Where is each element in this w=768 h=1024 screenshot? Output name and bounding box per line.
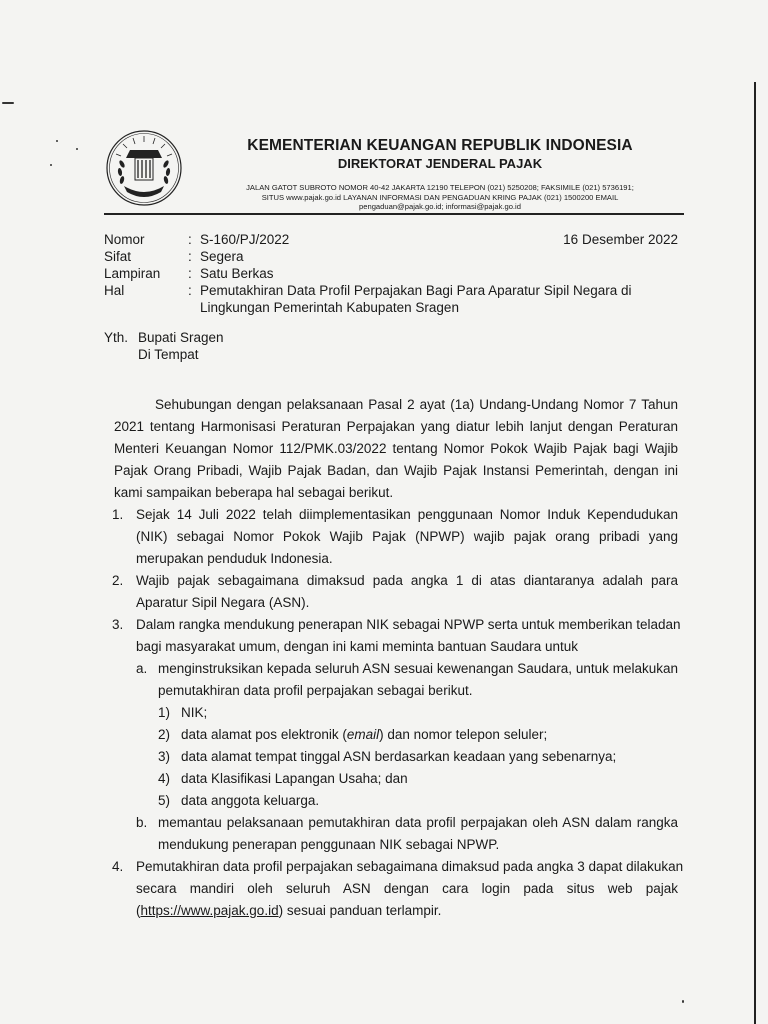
list-item-line: Pemutakhiran data profil perpajakan sebagaimana dimaksud pada angka 3 dapat dilakukan [136, 859, 684, 874]
list-item-line: secara mandiri oleh seluruh ASN dengan cara login pada situs web pajak [136, 881, 678, 896]
sub-item-line: mendukung penerapan penggunaan NIK sebagai NPWP. [158, 837, 500, 852]
list-item-line: merupakan penduduk Indonesia. [136, 551, 333, 566]
meta-colon: : [188, 249, 192, 264]
list-number: 1. [112, 507, 124, 522]
scan-speck [682, 1000, 684, 1003]
list-item-line: Sejak 14 Juli 2022 telah diimplementasikan penggunaan Nomor Induk Kependudukan [136, 507, 678, 522]
meta-label: Nomor [104, 232, 145, 247]
list-item-line [136, 903, 441, 918]
list-item-line: Aparatur Sipil Negara (ASN). [136, 595, 310, 610]
scan-speck [76, 148, 78, 150]
text-segment: data alamat pos elektronik ( [181, 727, 347, 742]
intro-line: Pajak Orang Pribadi, Wajib Pajak Badan, dan Wajib Pajak Instansi Pemerintah, dengan ini [114, 463, 678, 478]
meta-label: Sifat [104, 249, 132, 264]
addressee-yth: Yth. [104, 330, 129, 345]
meta-label: Hal [104, 283, 125, 298]
text-segment: ) dan nomor telepon seluler; [379, 727, 548, 742]
addressee-name: Bupati Sragen [138, 330, 224, 345]
sub-sub-number: 3) [158, 749, 171, 764]
text-segment: ) sesuai panduan terlampir. [278, 903, 442, 918]
meta-colon: : [188, 266, 192, 281]
meta-value: Lingkungan Pemerintah Kabupaten Sragen [200, 300, 459, 315]
intro-line: kami sampaikan beberapa hal sebagai berikut. [114, 485, 394, 500]
address-line: JALAN GATOT SUBROTO NOMOR 40-42 JAKARTA 12190 TELEPON (021) 5250208; FAKSIMILE (021) 5736191; [246, 183, 634, 192]
sub-sub-number: 5) [158, 793, 171, 808]
meta-value: S-160/PJ/2022 [200, 232, 290, 247]
sub-letter: a. [136, 661, 148, 676]
meta-value: Pemutakhiran Data Profil Perpajakan Bagi Para Aparatur Sipil Negara di [200, 283, 632, 298]
text-segment: ( [136, 903, 141, 918]
scan-speck [50, 164, 52, 166]
ministry-name: KEMENTERIAN KEUANGAN REPUBLIK INDONESIA [247, 137, 633, 154]
meta-label: Lampiran [104, 266, 161, 281]
address-line: pengaduan@pajak.go.id; informasi@pajak.go.id [359, 202, 521, 211]
intro-line: 2021 tentang Harmonisasi Peraturan Perpajakan yang diatur lebih lanjut dengan Peraturan [114, 419, 678, 434]
list-number: 4. [112, 859, 124, 874]
letter-date: 16 Desember 2022 [563, 232, 678, 247]
meta-colon: : [188, 232, 192, 247]
list-item-line: (NIK) sebagai Nomor Pokok Wajib Pajak (NPWP) wajib pajak orang pribadi yang [136, 529, 678, 544]
sub-item-line: memantau pelaksanaan pemutakhiran data profil perpajakan oleh ASN dalam rangka [158, 815, 678, 830]
sub-sub-item: data anggota keluarga. [181, 793, 320, 808]
office-address [160, 183, 720, 212]
intro-line: Menteri Keuangan Nomor 112/PMK.03/2022 tentang Nomor Pokok Wajib Pajak bagi Wajib [114, 441, 678, 456]
meta-value: Satu Berkas [200, 266, 274, 281]
directorate-name: DIREKTORAT JENDERAL PAJAK [337, 156, 543, 171]
sub-sub-item: data alamat tempat tinggal ASN berdasarkan keadaan yang sebenarnya; [181, 749, 617, 764]
header-divider [104, 213, 684, 215]
sub-item-line: menginstruksikan kepada seluruh ASN sesuai kewenangan Saudara, untuk melakukan [158, 661, 678, 676]
sub-sub-number: 1) [158, 705, 171, 720]
list-item-line: bagi masyarakat umum, dengan ini kami meminta bantuan Saudara untuk [136, 639, 578, 654]
text-segment-italic: email [346, 727, 380, 742]
meta-value: Segera [200, 249, 244, 264]
sub-sub-number: 4) [158, 771, 171, 786]
sub-sub-item: data Klasifikasi Lapangan Usaha; dan [181, 771, 408, 786]
meta-colon: : [188, 283, 192, 298]
sub-sub-item: NIK; [181, 705, 208, 720]
pajak-website-link[interactable]: https://www.pajak.go.id [140, 903, 279, 918]
list-number: 2. [112, 573, 124, 588]
list-item-line: Wajib pajak sebagaimana dimaksud pada angka 1 di atas diantaranya adalah para [136, 573, 678, 588]
scan-border-line [754, 82, 756, 1024]
address-line: SITUS www.pajak.go.id LAYANAN INFORMASI DAN PENGADUAN KRING PAJAK (021) 1500200 EMAIL [261, 192, 619, 202]
scan-speck [2, 102, 14, 104]
sub-item-line: pemutakhiran data profil perpajakan sebagai berikut. [158, 683, 473, 698]
intro-line: Sehubungan dengan pelaksanaan Pasal 2 ayat (1a) Undang-Undang Nomor 7 Tahun [155, 397, 678, 412]
sub-sub-item [181, 727, 547, 742]
list-number: 3. [112, 617, 124, 632]
list-item-line: Dalam rangka mendukung penerapan NIK sebagai NPWP serta untuk memberikan teladan [136, 617, 681, 632]
sub-letter: b. [136, 815, 148, 830]
addressee-place: Di Tempat [138, 347, 199, 362]
scan-speck [56, 140, 58, 142]
sub-sub-number: 2) [158, 727, 171, 742]
